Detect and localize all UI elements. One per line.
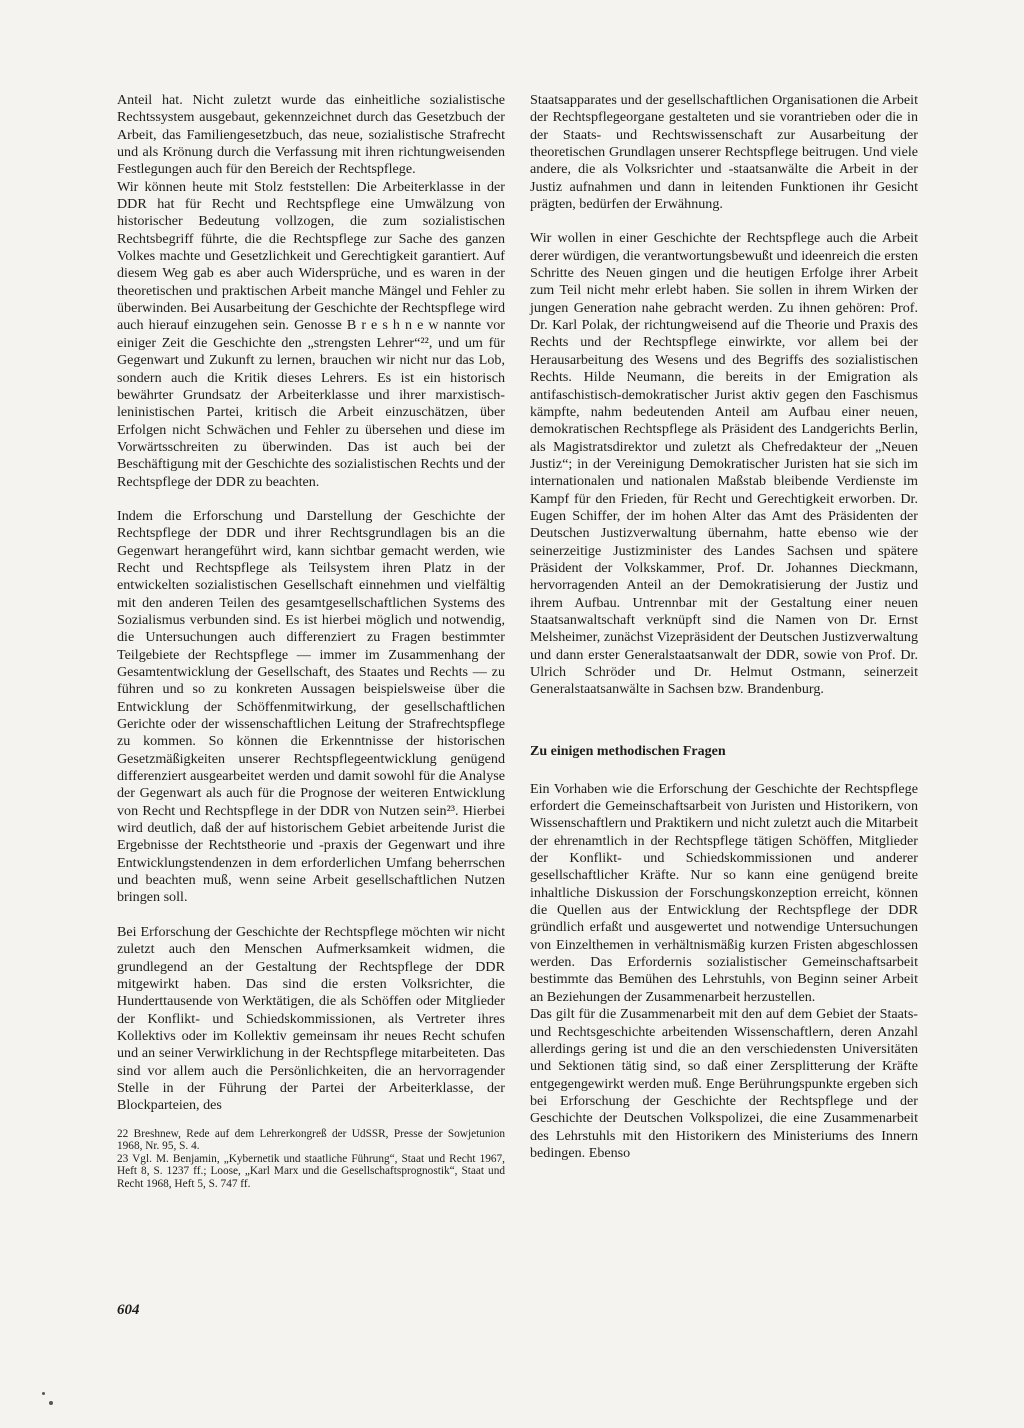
footnote-23: 23 Vgl. M. Benjamin, „Kybernetik und staatliche Führung“, Staat und Recht 1967, Heft 8, S. 1237 ff.; Loose, „Karl Marx und die Gesellschaftsprognostik“, Staat und Recht 1968, Heft 5, S. 747 ff. bbox=[117, 1152, 505, 1190]
paragraph-gap bbox=[530, 213, 918, 230]
body-paragraph: Staatsapparates und der gesellschaftlichen Organisationen die Arbeit der Rechtspflegeorgane gestalteten und sie vorantrieben oder die in der Staats- und Rechtswissenschaft zur Ausarbeitung der theoretischen Grundlagen unserer Rechtspflege beitrugen. Und viele andere, die als Volksrichter und -staatsanwälte die Arbeit in der Justiz aufnahmen und dann in leitenden Funktionen ihr Gesicht prägten, bedürfen der Erwähnung. bbox=[530, 92, 918, 213]
heading-gap bbox=[530, 761, 918, 781]
footnote-22: 22 Breshnew, Rede auf dem Lehrerkongreß der UdSSR, Presse der Sowjetunion 1968, Nr. 95, S. 4. bbox=[117, 1127, 505, 1153]
body-paragraph: Wir können heute mit Stolz feststellen: Die Arbeiterklasse in der DDR hat für Recht und Rechtspflege eine Umwälzung von historischer Bedeutung vollzogen, die zum sozialistischen Rechtsbegriff führte, die die Rechtspflege zur Sache des ganzen Volkes machte und Gesetzlichkeit und Gerechtigkeit garantiert. Auf diesem Weg gab es aber auch Widersprüche, und es waren in der theoretischen und praktischen Arbeit manche Mängel und Fehler zu überwinden. Bei Ausarbeitung der Geschichte der Rechtspflege wird auch hierauf einzugehen sein. Genosse B r e s h n e w nannte vor einiger Zeit die Geschichte den „strengsten Lehrer“²², und um für Gegenwart und Zukunft zu lernen, brauchen wir nicht nur das Lob, sondern auch die Kritik dieses Lehrers. Es ist ein historisch bewährter Grundsatz der Arbeiterklasse und ihrer marxistisch-leninistischen Partei, kritisch die Arbeit einzuschätzen, über Erfolgen nicht Schwächen und Fehler zu übersehen und diese im Vorwärtsschreiten zu überwinden. Das ist auch bei der Beschäftigung mit der Geschichte des sozialistischen Rechts und der Rechtspflege der DDR zu beachten. bbox=[117, 178, 505, 490]
paragraph-gap bbox=[117, 491, 505, 508]
body-paragraph: Bei Erforschung der Geschichte der Rechtspflege möchten wir nicht zuletzt auch den Menschen Aufmerksamkeit widmen, die grundlegend an der Gestaltung der Rechtspflege der DDR mitgewirkt haben. Das sind die ersten Volksrichter, die Hunderttausende von Werktätigen, die als Schöffen oder Mitglieder der Konflikt- und Schiedskommissionen, als Vertreter ihres Kollektivs oder im Kollektiv gemeinsam ihr neues Recht schufen und an seiner Verwirklichung in der Rechtspflege mitarbeiteten. Das sind vor allem auch die Persönlichkeiten, die an hervorragender Stelle in der Führung der Partei der Arbeiterklasse, der Blockparteien, des bbox=[117, 923, 505, 1114]
section-gap bbox=[530, 699, 918, 743]
page-number: 604 bbox=[117, 1302, 140, 1318]
scan-speck bbox=[42, 1392, 45, 1395]
right-column bbox=[530, 92, 918, 1162]
scan-speck bbox=[49, 1401, 53, 1405]
body-paragraph: Anteil hat. Nicht zuletzt wurde das einheitliche sozialistische Rechtssystem ausgebaut, gekennzeichnet durch das Gesetzbuch der Arbeit, das Familiengesetzbuch, das neue, sozialistische Strafrecht und als Krönung durch die Verfassung mit ihren richtungweisenden Festlegungen auch für den Bereich der Rechtspflege. bbox=[117, 92, 505, 178]
paragraph-gap bbox=[117, 907, 505, 924]
body-paragraph: Indem die Erforschung und Darstellung der Geschichte der Rechtspflege der DDR und ihrer Rechtsgrundlagen bis an die Gegenwart herangeführt wird, kann sichtbar gemacht werden, wie Recht und Rechtspflege als Teilsystem ihren Platz in der entwickelten sozialistischen Gesellschaft einnehmen und vielfältig mit den anderen Teilen des gesamtgesellschaftlichen Systems des Sozialismus verbunden sind. Es ist hierbei möglich und notwendig, die Untersuchungen auch differenziert zu Fragen bestimmter Teilgebiete der Rechtspflege — immer im Zusammenhang der Gesamtentwicklung der Gesellschaft, des Staates und Rechts — zu führen und so zu konkreten Aussagen beispielsweise über die Entwicklung der Schöffenmitwirkung, der gesellschaftlichen Gerichte oder der wissenschaftlichen Leitung der Strafrechtspflege zu kommen. So können die Erkenntnisse der historischen Gesetzmäßigkeiten unserer Rechtspflegeentwicklung genügend differenziert ausgearbeitet werden und damit sowohl für die Analyse der Gegenwart als auch für die Prognose der weiteren Entwicklung von Recht und Rechtspflege in der DDR von Nutzen sein²³. Hierbei wird deutlich, daß der auf historischem Gebiet arbeitende Jurist die Ergebnisse der Rechtstheorie und -praxis der Gegenwart und ihre Entwicklungstendenzen in dem erforderlichen Umfang beherrschen und beachten muß, wenn seine Arbeit gesellschaftlichen Nutzen bringen soll. bbox=[117, 507, 505, 906]
section-heading: Zu einigen methodischen Fragen bbox=[530, 743, 726, 759]
body-paragraph: Wir wollen in einer Geschichte der Rechtspflege auch die Arbeit derer würdigen, die verantwortungsbewußt und ideenreich die ersten Schritte des Neuen gingen und die heutigen Erfolge ihrer Arbeit zum Teil nicht mehr erlebt haben. Sie sollen in ihrem Wirken der jungen Generation nahe gebracht werden. Zu ihnen gehören: Prof. Dr. Karl Polak, der richtungweisend auf die Theorie und Praxis des Rechts und der Rechtspflege einwirkte, vor allem bei der Herausarbeitung des Wesens und des Begriffs des sozialistischen Rechts. Hilde Neumann, die bereits in der Emigration als antifaschistisch-demokratischer Jurist aktiv gegen den Faschismus kämpfte, nahm bedeutenden Anteil am Aufbau einer neuen, demokratischen Rechtspflege als Präsident des Landgerichts Berlin, als Magistratsdirektor und zuletzt als Chefredakteur der „Neuen Justiz“; in der Vereinigung Demokratischer Juristen hat sie sich im internationalen und nationalen Maßstab bleibende Verdienste im Kampf für den Frieden, für Recht und Gerechtigkeit erworben. Dr. Eugen Schiffer, der im hohen Alter das Amt des Präsidenten der Deutschen Justizverwaltung übernahm, hatte ebenso wie der seinerzeitige Justizminister des Landes Sachsen und spätere Präsident der Volkskammer, Prof. Dr. Johannes Dieckmann, hervorragenden Anteil an der Demokratisierung der Justiz und ihrem Aufbau. Untrennbar mit der Gestaltung einer neuen Staatsanwaltschaft verknüpft sind die Namen von Dr. Ernst Melsheimer, zunächst Vizepräsident der Deutschen Justizverwaltung und dann erster Generalstaatsanwalt der DDR, sowie von Prof. Dr. Ulrich Schröder und Dr. Helmut Ostmann, seinerzeit Generalstaatsanwälte in Sachsen bzw. Brandenburg. bbox=[530, 230, 918, 698]
left-column bbox=[117, 92, 505, 1191]
body-paragraph: Das gilt für die Zusammenarbeit mit den auf dem Gebiet der Staats- und Rechtsgeschichte arbeitenden Wissenschaftlern, deren Anzahl allerdings gering ist und die an den verschiedensten Universitäten und Sektionen tätig sind, so daß einer Zersplitterung der Kräfte entgegengewirkt werden muß. Enge Berührungspunkte ergeben sich bei Erforschung der Geschichte der Rechtspflege und der Geschichte der Deutschen Volkspolizei, die eine Zusammenarbeit des Lehrstuhls mit den Historikern des Ministeriums des Innern bedingen. Ebenso bbox=[530, 1006, 918, 1161]
body-paragraph: Ein Vorhaben wie die Erforschung der Geschichte der Rechtspflege erfordert die Gemeinschaftsarbeit von Juristen und Historikern, von Wissenschaftlern und Praktikern und nicht zuletzt auch die Mitarbeit der ehrenamtlich in der Rechtspflege tätigen Schöffen, Mitglieder der Konflikt- und Schiedskommissionen und anderer gesellschaftlicher Kräfte. Nur so kann eine genügend breite inhaltliche Diskussion der Forschungskonzeption erreicht, können die Quellen aus der Entwicklung der Rechtspflege der DDR gründlich erfaßt und ausgewertet und notwendige Untersuchungen von Einzelthemen in verhältnismäßig kurzen Fristen abgeschlossen werden. Das Erfordernis sozialistischer Gemeinschaftsarbeit bestimmte das Bemühen des Lehrstuhls, von Beginn seiner Arbeit an Beziehungen der Zusammenarbeit herzustellen. bbox=[530, 780, 918, 1005]
